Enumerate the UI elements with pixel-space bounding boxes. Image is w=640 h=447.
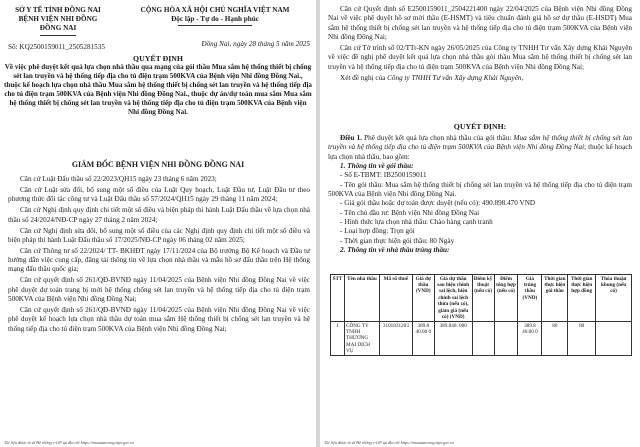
package-info-item: - Tên chủ đầu tư: Bệnh viện Nhi đồng Đồng Nai	[340, 208, 480, 217]
basis-paragraph: Căn cứ quyết định số 261/QĐ-BVNĐ ngày 11/04/2025 của Bệnh viện Nhi đồng Đồng Nai về việc phê duyệt kế hoạch lựa chọn nhà thầu dự toán mua sắm Hệ thống thiết bị chống sét lan truyền và hệ thống tiếp địa cho tủ điện trạm 500KVA của Bệnh viện Nhi đồng Đồng Nai;	[8, 306, 310, 333]
decision-title: QUYẾT ĐỊNH	[133, 54, 183, 63]
column-header: Giá trúng thầu (VND)	[518, 275, 542, 322]
right-page	[320, 0, 640, 447]
article-1	[328, 134, 632, 255]
column-header: Mã số thuế	[379, 275, 412, 322]
table-cell: 1	[331, 322, 345, 356]
proposal-prefix: Xét đề nghị của	[340, 73, 388, 82]
column-header: Điểm tổng hợp (nếu có)	[494, 275, 518, 322]
column-header: Tên nhà thầu	[344, 275, 379, 322]
article-1-label: Điều 1.	[340, 134, 362, 142]
issuer-line-3: ĐỒNG NAI	[39, 24, 77, 33]
table-cell: 80	[568, 322, 596, 356]
page-footer: Tài liệu được in từ Hệ thống e-GP tại địa chỉ https://muasamcong.mpi.gov.vn	[4, 440, 134, 445]
basis-paragraph: Căn cứ Luật sửa đổi, bổ sung một số điều của Luật Quy hoạch, Luật Đầu tư, Luật Đầu tư theo phương thức đối tác công tư và Luật Đấu thầu số 57/2024/QH15 ngày 29 tháng 11 năm 2024;	[8, 185, 310, 204]
package-info-item: - Thời gian thực hiện gói thầu: 80 Ngày	[340, 236, 455, 245]
issuer-line-2: BỆNH VIỆN NHI ĐỒNG	[18, 15, 98, 24]
table-cell: CÔNG TY TNHH THƯƠNG MẠI DỊCH VỤ	[344, 322, 379, 356]
basis-paragraph: Căn cứ Nghị định quy định chi tiết một số điều và biện pháp thi hành Luật Đấu thầu về lựa chọn nhà thầu số 24/2024/NĐ-CP ngày 27 tháng 2 năm 2024;	[8, 206, 310, 224]
column-header: Thời gian thực hiện gói thầu	[542, 275, 568, 322]
basis-paragraph: Căn cứ Tờ trình số 02/TTr-KN ngày 26/05/2025 của Công ty TNHH Tư vấn Xây dựng Khải Nguyên về việc đề nghị phê duyệt kết quả lựa chọn nhà thầu gói thầu Mua sắm hệ thống thiết bị chống sét lan truyền và hệ thống tiếp địa cho tủ điện trạm 500KVA của Bệnh viện Nhi đồng Đồng Nai;	[328, 43, 632, 71]
table-cell	[472, 322, 494, 356]
table-cell: 389.8 40.00 0	[518, 322, 542, 356]
article-1-intro: Phê duyệt kết quả lựa chọn nhà thầu của gói thầu:	[364, 134, 514, 142]
table-cell: 80	[542, 322, 568, 356]
left-page	[0, 0, 316, 447]
document-number: Số: KQ2500159011_2505281535	[8, 43, 105, 51]
package-info-item: - Số E-TBMT: IB2500159011	[340, 171, 427, 180]
decision-heading: QUYẾT ĐỊNH:	[453, 122, 507, 131]
basis-paragraph: Căn cứ Quyết định số E2500159011_2504221400 ngày 22/04/2025 của Bệnh viện Nhi đồng Đồng Nai về việc phê duyệt hồ sơ mời thầu (E-HSMT) và tiêu chuẩn đánh giá hồ sơ dự thầu (E-HSDT) Mua sắm hệ thống thiết bị chống sét lan truyền và hệ thống tiếp địa cho tủ điện trạm 500KVA của Bệnh viện Nhi đồng Đồng Nai;	[328, 5, 632, 42]
table-row	[331, 322, 632, 356]
table-cell: 389.8 40.00 0	[412, 322, 434, 356]
proposal-company: Công ty TNHH Tư vấn Xây dựng Khải Nguyên,	[387, 73, 524, 82]
issuer-line-1: SỞ Y TẾ TỈNH ĐỒNG NAI	[15, 6, 101, 14]
article-1-text	[328, 134, 632, 162]
basis-paragraph: Căn cứ Thông tư số 22/2024/ TT- BKHĐT ngày 17/11/2024 của Bộ trưởng Bộ Kế hoạch và Đầu tư hướng dẫn việc cung cấp, đăng tải thông tin về lựa chọn nhà thầu và mẫu hồ sơ đấu thầu trên Hệ thống mạng đấu thầu quốc gia;	[8, 246, 310, 274]
column-header: Giá dự thầu sau hiệu chỉnh sai lệch, hiệu chỉnh sai lệch thừa (nếu có), giảm giá (nếu có) (VND)	[434, 275, 472, 322]
basis-paragraph: Căn cứ Luật Đấu thầu số 22/2023/QH15 ngày 23 tháng 6 năm 2023;	[20, 175, 217, 183]
column-header: Giá dự thầu (VND)	[412, 275, 434, 322]
column-header: Thỏa thuận khung (nếu có)	[596, 275, 632, 322]
decision-subject: Về việc phê duyệt kết quả lựa chọn nhà thầu qua mạng của gói thầu Mua sắm hệ thống thiết bị chống sét lan truyền và hệ thống tiếp địa cho tủ điện trạm 500KVA của Bệnh viện Nhi đồng Đồng Nai., thuộc kế hoạch lựa chọn nhà thầu Mua sắm hệ thống thiết bị chống sét lan truyền và hệ thống tiếp địa cho tủ điện trạm 500KVA của Bệnh viện Nhi đồng Đồng Nai., thuộc dự án/dự toán mua sắm Mua sắm hệ thống thiết bị chống sét lan truyền và hệ thống tiếp địa cho tủ điện trạm 500KVA của Bệnh viện Nhi đồng Đồng Nai.	[4, 63, 312, 116]
national-motto: Độc lập - Tự do - Hạnh phúc	[171, 15, 259, 24]
issuing-authority: GIÁM ĐỐC BỆNH VIỆN NHI ĐỒNG ĐỒNG NAI	[71, 160, 245, 169]
section-1-title: 1. Thông tin về gói thầu:	[340, 162, 414, 171]
package-info-item: - Hình thức lựa chọn nhà thầu: Chào hàng cạnh tranh	[340, 218, 493, 227]
issuer-underline	[40, 35, 76, 36]
article-1-tail: ; thuộc kế hoạch lựa chọn nhà thầu, bao gồm:	[328, 143, 632, 161]
table-header-row	[331, 275, 632, 322]
legal-basis	[8, 175, 310, 334]
winning-bidder-table	[330, 274, 632, 356]
column-header: Điểm kỹ thuật (nếu có)	[472, 275, 494, 322]
column-header: Thời gian thực hiện hợp đồng	[568, 275, 596, 322]
package-info-item: - Loại hợp đồng: Trọn gói	[340, 227, 415, 236]
column-header: STT	[331, 275, 345, 322]
section-2-title: 2. Thông tin về nhà thầu trúng thầu:	[340, 246, 450, 255]
basis-paragraph: Căn cứ Nghị định sửa đổi, bổ sung một số điều của các Nghị định quy định chi tiết một số điều và biện pháp thi hành Luật Đấu thầu số 17/2025/NĐ-CP ngày 06 tháng 02 năm 2025;	[8, 226, 310, 244]
national-title: CỘNG HÒA XÃ HỘI CHỦ NGHĨA VIỆT NAM	[140, 6, 290, 14]
table-cell	[596, 322, 632, 356]
national-header	[120, 6, 310, 24]
issue-date: Đồng Nai, ngày 28 tháng 5 năm 2025	[201, 40, 310, 48]
proposal-line	[328, 74, 632, 83]
package-info-item: - Tên gói thầu: Mua sắm hệ thống thiết bị chống sét lan truyền và hệ thống tiếp địa cho tủ điện trạm 500KVA của Bệnh viện Nhi đồng Đồng Nai.	[328, 180, 632, 199]
table-cell	[494, 322, 518, 356]
motto-underline	[178, 25, 252, 26]
basis-paragraph: Căn cứ quyết định số 261/QĐ-BVNĐ ngày 11/04/2025 của Bệnh viện Nhi đồng Đồng Nai về việc phê duyệt dự toán trang bị mới hệ thống chống sét lan truyền và hệ thống tiếp địa cho tủ điện trạm 500KVA của Bệnh viện Nhi đồng Đồng Nai;	[8, 276, 310, 304]
article-1-package: Mua sắm hệ thống thiết bị chống sét lan truyền và hệ thống tiếp địa cho tủ điện trạm 500KVA của Bệnh viện Nhi đồng Đồng Nai	[328, 134, 633, 152]
package-info-item: - Giá gói thầu hoặc dự toán được duyệt (nếu có): 490.898.470 VND	[340, 199, 536, 208]
page-footer: Tài liệu được in từ Hệ thống e-GP tại địa chỉ https://muasamcong.mpi.gov.vn	[324, 440, 454, 445]
table-cell: 3101831203	[379, 322, 412, 356]
issuer-block	[8, 6, 108, 33]
table-cell: 389.840. 000	[434, 322, 472, 356]
legal-basis-continued	[328, 5, 632, 83]
